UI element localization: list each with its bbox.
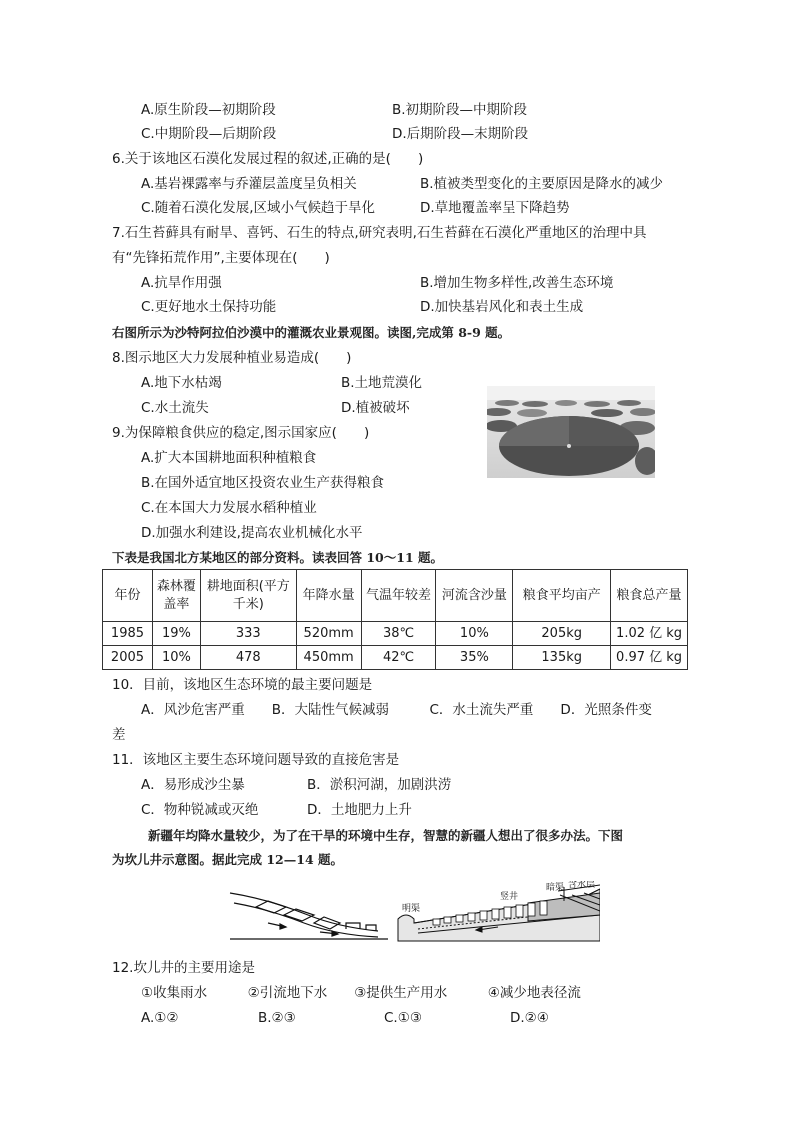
q7-option-d: D.加快基岩风化和表土生成 <box>420 299 584 315</box>
q12-option-c: C.①③ <box>384 1010 422 1026</box>
q7-stem-line2: 有“先锋拓荒作用”,主要体现在( ) <box>112 250 330 266</box>
header-yield: 粮食平均亩产 <box>513 570 611 622</box>
table-row <box>103 622 688 646</box>
cell-forest: 19% <box>152 622 200 646</box>
label-hidden-channel: 暗渠 <box>546 883 565 893</box>
q7-option-a: A.抗旱作用强 <box>141 275 222 291</box>
q7-stem-line1: 7.石生苔藓具有耐旱、喜钙、石生的特点,研究表明,石生苔藓在石漠化严重地区的治理中具 <box>112 225 647 241</box>
header-total: 粮食总产量 <box>611 570 688 622</box>
header-rainfall: 年降水量 <box>296 570 361 622</box>
label-vertical-shaft: 竖井 <box>500 892 519 902</box>
q5-option-c: C.中期阶段—后期阶段 <box>141 126 277 142</box>
intro-8-9: 右图所示为沙特阿拉伯沙漠中的灌溉农业景观图。读图,完成第 8-9 题。 <box>112 325 511 340</box>
cell-year: 1985 <box>103 622 153 646</box>
irrigation-farmland-photo <box>487 386 655 478</box>
q8-option-a: A.地下水枯竭 <box>141 375 222 391</box>
q11-option-c: C．物种锐减或灭绝 <box>141 802 259 818</box>
q6-option-a: A.基岩裸露率与乔灌层盖度呈负相关 <box>141 176 357 192</box>
header-forest <box>152 570 200 622</box>
q12-stem: 12.坎儿井的主要用途是 <box>112 960 255 976</box>
cell-yield: 205kg <box>513 622 611 646</box>
cell-sediment: 10% <box>436 622 513 646</box>
header-farm-line1: 耕地面积(平方 <box>206 578 290 594</box>
q7-option-c: C.更好地水土保持功能 <box>141 299 277 315</box>
q11-stem: 11．该地区主要生态环境问题导致的直接危害是 <box>112 752 400 768</box>
q9-option-a: A.扩大本国耕地面积种植粮食 <box>141 450 317 466</box>
q11-option-b: B．淤积河湖，加剧洪涝 <box>307 777 452 793</box>
q8-option-b: B.土地荒漠化 <box>341 375 423 391</box>
header-forest-line1: 森林覆 <box>156 578 196 594</box>
q5-option-d: D.后期阶段—末期阶段 <box>392 126 529 142</box>
cell-rainfall: 450mm <box>296 646 361 670</box>
cell-total: 0.97 亿 kg <box>611 646 688 670</box>
cell-sediment: 35% <box>436 646 513 670</box>
cell-rainfall: 520mm <box>296 622 361 646</box>
q11-option-d: D．土地肥力上升 <box>307 802 412 818</box>
table-row <box>103 646 688 670</box>
cell-total: 1.02 亿 kg <box>611 622 688 646</box>
q10-options: A．风沙危害严重 B．大陆性气候减弱 C．水土流失严重 D．光照条件变 <box>141 702 652 718</box>
q5-option-a: A.原生阶段—初期阶段 <box>141 102 276 118</box>
cell-farmland: 333 <box>200 622 296 646</box>
header-temp-range: 气温年较差 <box>361 570 436 622</box>
q6-stem: 6.关于该地区石漠化发展过程的叙述,正确的是( ) <box>112 151 424 167</box>
cell-temp-range: 42℃ <box>361 646 436 670</box>
q6-option-d: D.草地覆盖率呈下降趋势 <box>420 200 570 216</box>
q5-option-b: B.初期阶段—中期阶段 <box>392 102 528 118</box>
q12-option-a: A.①② <box>141 1010 179 1026</box>
q6-option-b: B.植被类型变化的主要原因是降水的减少 <box>420 176 664 192</box>
q7-option-b: B.增加生物多样性,改善生态环境 <box>420 275 614 291</box>
q9-option-d: D.加强水利建设,提高农业机械化水平 <box>141 525 363 541</box>
intro-12-14-line1: 新疆年均降水量较少，为了在干旱的环境中生存，智慧的新疆人想出了很多办法。下图 <box>148 828 624 843</box>
header-farmland <box>200 570 296 622</box>
q12-items: ①收集雨水 ②引流地下水 ③提供生产用水 ④减少地表径流 <box>141 985 581 1001</box>
karez-diagram <box>228 881 600 943</box>
q9-option-c: C.在本国大力发展水稻种植业 <box>141 500 317 516</box>
q8-stem: 8.图示地区大力发展种植业易造成( ) <box>112 350 352 366</box>
cell-farmland: 478 <box>200 646 296 670</box>
header-forest-line2: 盖率 <box>163 596 190 612</box>
q11-option-a: A．易形成沙尘暴 <box>141 777 245 793</box>
cell-year: 2005 <box>103 646 153 670</box>
q10-options-wrap: 差 <box>112 727 126 743</box>
q9-stem: 9.为保障粮食供应的稳定,图示国家应( ) <box>112 425 370 441</box>
q6-option-c: C.随着石漠化发展,区域小气候趋于旱化 <box>141 200 376 216</box>
intro-10-11: 下表是我国北方某地区的部分资料。读表回答 10～11 题。 <box>112 550 443 565</box>
label-open-channel: 明渠 <box>402 904 421 914</box>
header-farm-line2: 千米) <box>232 596 264 612</box>
q10-stem: 10．目前，该地区生态环境的最主要问题是 <box>112 677 373 693</box>
cell-yield: 135kg <box>513 646 611 670</box>
cell-forest: 10% <box>152 646 200 670</box>
region-data-table <box>102 569 688 670</box>
header-sediment: 河流含沙量 <box>436 570 513 622</box>
q12-option-d: D.②④ <box>510 1010 549 1026</box>
q9-option-b: B.在国外适宜地区投资农业生产获得粮食 <box>141 475 385 491</box>
label-aquifer: 含水层 <box>568 881 596 890</box>
q12-option-b: B.②③ <box>258 1010 296 1026</box>
header-year: 年份 <box>103 570 153 622</box>
cell-temp-range: 38℃ <box>361 622 436 646</box>
q8-option-d: D.植被破坏 <box>341 400 410 416</box>
table-header-row <box>103 570 688 622</box>
q8-option-c: C.水土流失 <box>141 400 209 416</box>
intro-12-14-line2: 为坎儿井示意图。据此完成 12—14 题。 <box>112 852 343 867</box>
